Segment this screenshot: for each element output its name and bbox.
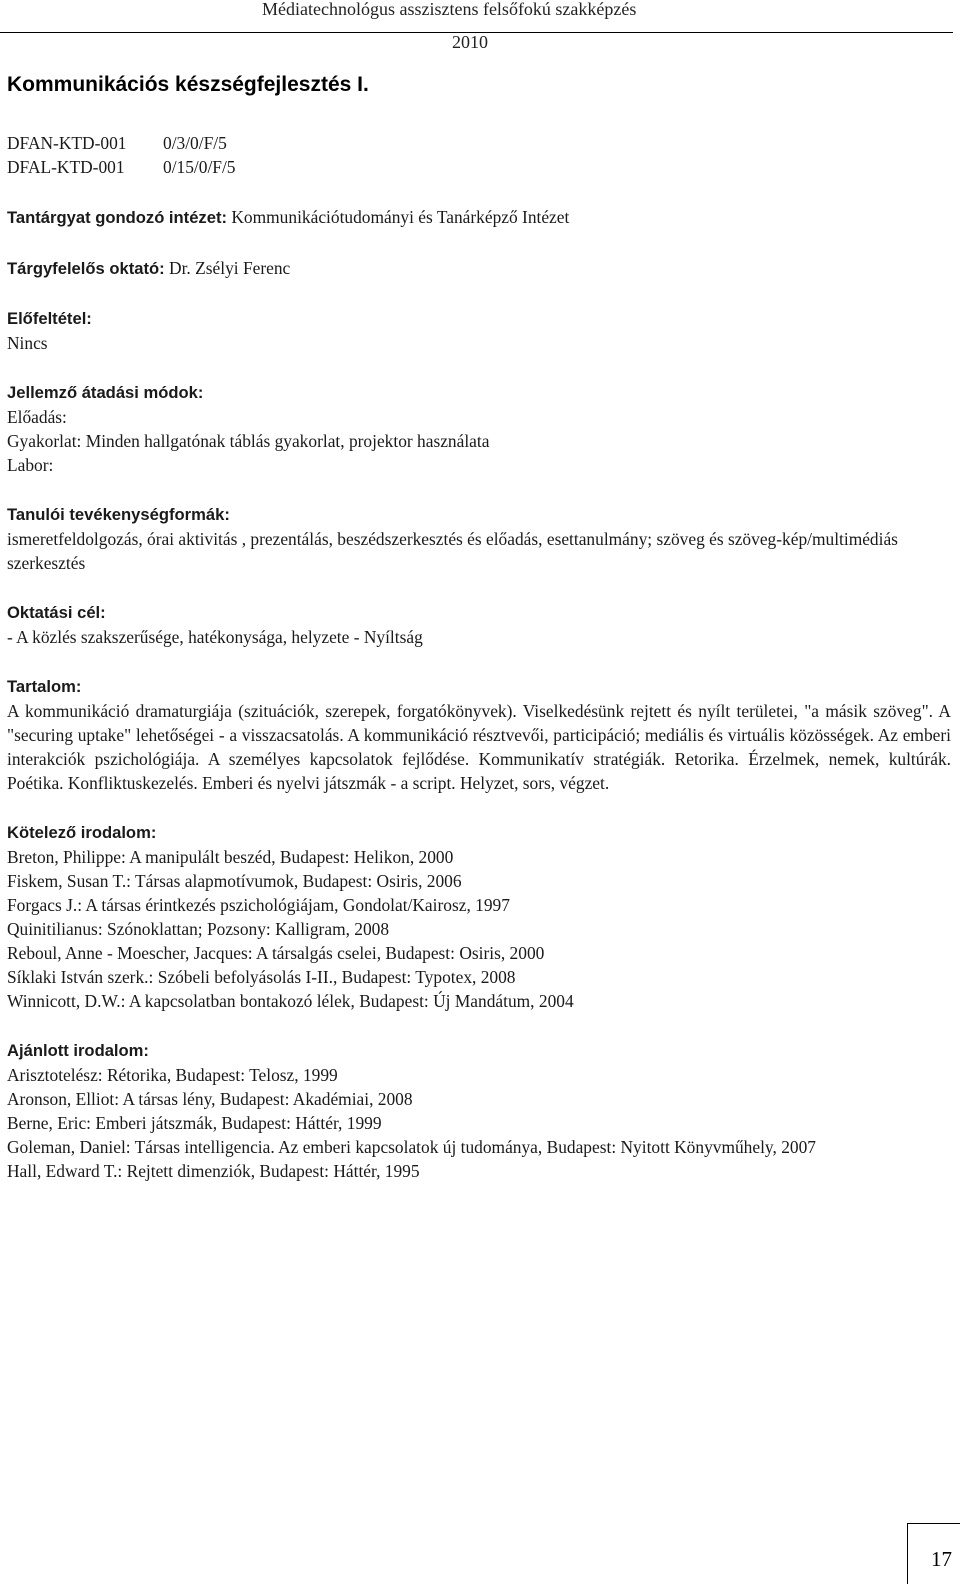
practice-label: Gyakorlat: <box>7 431 82 451</box>
content-text: A kommunikáció dramaturgiája (szituációk, szerepek, forgatókönyvek). Viselkedésünk rejtett és nyílt területei, "a másik szöveg". A "securing uptake" lehetőségei - a visszacsatolás. A kommunikáció résztvevői, participáció; mediális és virtuális közösségek. Az emberi interakciók pszichológiája. A személyes kapcsolatok fejlődése. Kommunikatív stratégiák. Retorika. Érzelmek, nemek, kultúrák. Poétika. Konfliktuskezelés. Emberi és nyelvi játszmák - a script. Helyzet, sors, végzet. <box>7 701 951 793</box>
list-item: Breton, Philippe: A manipulált beszéd, Budapest: Helikon, 2000 <box>7 847 454 867</box>
institute-section <box>7 205 951 230</box>
header-year: 2010 <box>452 32 488 52</box>
delivery-heading: Jellemző átadási módok: <box>7 383 204 402</box>
code-row <box>7 131 951 155</box>
activities-text: ismeretfeldolgozás, órai aktivitás , prezentálás, beszédszerkesztés és előadás, esettanulmány; szöveg és szöveg-kép/multimédiás szerkesztés <box>7 529 898 573</box>
list-item: Berne, Eric: Emberi játszmák, Budapest: Háttér, 1999 <box>7 1113 382 1133</box>
institute-value: Kommunikációtudományi és Tanárképző Intézet <box>231 207 570 227</box>
course-code: DFAL-KTD-001 <box>7 157 125 177</box>
course-code: DFAN-KTD-001 <box>7 133 127 153</box>
list-item: Winnicott, D.W.: A kapcsolatban bontakozó lélek, Budapest: Új Mandátum, 2004 <box>7 991 574 1011</box>
list-item: Forgacs J.: A társas érintkezés pszichológiájam, Gondolat/Kairosz, 1997 <box>7 895 510 915</box>
course-title: Kommunikációs készségfejlesztés I. <box>7 73 369 96</box>
goal-section <box>7 601 951 649</box>
content-heading: Tartalom: <box>7 677 82 696</box>
list-item: Arisztotelész: Rétorika, Budapest: Telosz, 1999 <box>7 1065 338 1085</box>
goal-heading: Oktatási cél: <box>7 603 106 622</box>
prerequisite-value: Nincs <box>7 333 48 353</box>
header-institution: Médiatechnológus asszisztens felsőfokú szakképzés <box>262 0 637 19</box>
lecturer-value: Dr. Zsélyi Ferenc <box>169 258 291 278</box>
content-section <box>7 675 951 795</box>
lecturer-section <box>7 256 951 281</box>
delivery-section <box>7 381 951 477</box>
institute-label: Tantárgyat gondozó intézet: <box>7 208 228 227</box>
list-item: Goleman, Daniel: Társas intelligencia. Az emberi kapcsolatok új tudománya, Budapest: Nyitott Könyvműhely, 2007 <box>7 1137 816 1157</box>
goal-text: - A közlés szakszerűsége, hatékonysága, helyzete - Nyíltság <box>7 627 423 647</box>
prerequisite-section <box>7 307 951 355</box>
required-literature <box>7 821 951 1013</box>
list-item: Síklaki István szerk.: Szóbeli befolyásolás I-II., Budapest: Typotex, 2008 <box>7 967 516 987</box>
prerequisite-heading: Előfeltétel: <box>7 309 92 328</box>
page-number: 17 <box>931 1547 952 1571</box>
page-header <box>0 0 953 33</box>
required-heading: Kötelező irodalom: <box>7 823 157 842</box>
practice-value: Minden hallgatónak táblás gyakorlat, projektor használata <box>85 431 490 451</box>
recommended-heading: Ajánlott irodalom: <box>7 1041 149 1060</box>
lecturer-label: Tárgyfelelős oktató: <box>7 259 165 278</box>
document-body <box>7 131 951 1209</box>
activities-section <box>7 503 951 575</box>
list-item: Quinitilianus: Szónoklattan; Pozsony: Kalligram, 2008 <box>7 919 390 939</box>
lecture-label: Előadás: <box>7 407 67 427</box>
recommended-literature <box>7 1039 951 1183</box>
list-item: Reboul, Anne - Moescher, Jacques: A társalgás cselei, Budapest: Osiris, 2000 <box>7 943 545 963</box>
list-item: Hall, Edward T.: Rejtett dimenziók, Budapest: Háttér, 1995 <box>7 1161 420 1181</box>
code-row <box>7 155 951 179</box>
list-item: Fiskem, Susan T.: Társas alapmotívumok, Budapest: Osiris, 2006 <box>7 871 462 891</box>
course-code-value: 0/15/0/F/5 <box>163 157 236 177</box>
lab-label: Labor: <box>7 455 54 475</box>
course-codes <box>7 131 951 179</box>
course-code-value: 0/3/0/F/5 <box>163 133 227 153</box>
activities-heading: Tanulói tevékenységformák: <box>7 505 230 524</box>
list-item: Aronson, Elliot: A társas lény, Budapest: Akadémiai, 2008 <box>7 1089 413 1109</box>
